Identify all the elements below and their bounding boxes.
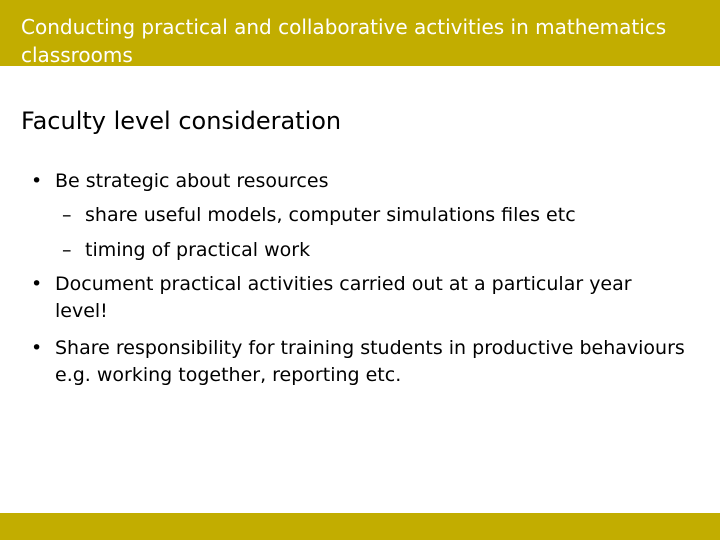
bullet-marker: • xyxy=(31,337,43,359)
bullet-text: Document practical activities carried out at a particular year level! xyxy=(55,273,632,322)
slide-title: Conducting practical and collaborative activities in mathematics classrooms xyxy=(21,15,667,66)
footer-band xyxy=(0,513,720,540)
sub-bullet-marker: – xyxy=(62,204,72,226)
bullet-text: Be strategic about resources xyxy=(55,170,329,192)
header-band xyxy=(0,0,720,66)
bullet-marker: • xyxy=(31,273,43,295)
sub-bullet-text: timing of practical work xyxy=(85,239,311,261)
section-heading: Faculty level consideration xyxy=(21,107,342,135)
sub-bullet-text: share useful models, computer simulations files etc xyxy=(85,204,576,226)
bullet-text: Share responsibility for training students in productive behaviours e.g. working together, reporting etc. xyxy=(55,337,685,386)
bullet-marker: • xyxy=(31,170,43,192)
sub-bullet-marker: – xyxy=(62,239,72,261)
